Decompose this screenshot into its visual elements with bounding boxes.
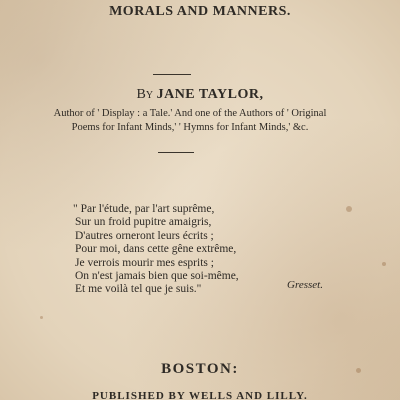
author-credit-line: Author of ' Display : a Tale.' And one of the Authors of ' Original — [53, 108, 327, 119]
foxing-spot — [40, 316, 43, 319]
epigraph-attribution: Gresset. — [287, 279, 323, 291]
epigraph-line: On n'est jamais bien que soi-même, — [75, 270, 239, 283]
epigraph-line: Sur un froid pupitre amaigris, — [75, 216, 212, 229]
author-line — [0, 87, 400, 103]
epigraph-line: " Par l'étude, par l'art suprême, — [73, 203, 215, 215]
epigraph-line: Et me voilà tel que je suis." — [75, 283, 202, 296]
epigraph — [73, 203, 239, 297]
author-by: By — [136, 87, 154, 102]
epigraph-line: D'autres orneront leurs écrits ; — [75, 229, 214, 242]
imprint-city: BOSTON: — [161, 361, 239, 377]
subtitle: MORALS AND MANNERS. — [109, 4, 291, 19]
author-credit-line: Poems for Infant Minds,' ' Hymns for Infant Minds,' &c. — [71, 122, 309, 133]
epigraph-line: Je verrois mourir mes esprits ; — [75, 256, 214, 269]
epigraph-line: Pour moi, dans cette gêne extrême, — [75, 243, 237, 256]
author-name: JANE TAYLOR, — [156, 87, 264, 102]
imprint-publisher: PUBLISHED BY WELLS AND LILLY. — [92, 390, 308, 400]
foxing-spot — [382, 262, 386, 266]
foxing-spot — [346, 206, 352, 212]
divider-rule — [158, 152, 194, 153]
divider-rule — [153, 74, 191, 75]
